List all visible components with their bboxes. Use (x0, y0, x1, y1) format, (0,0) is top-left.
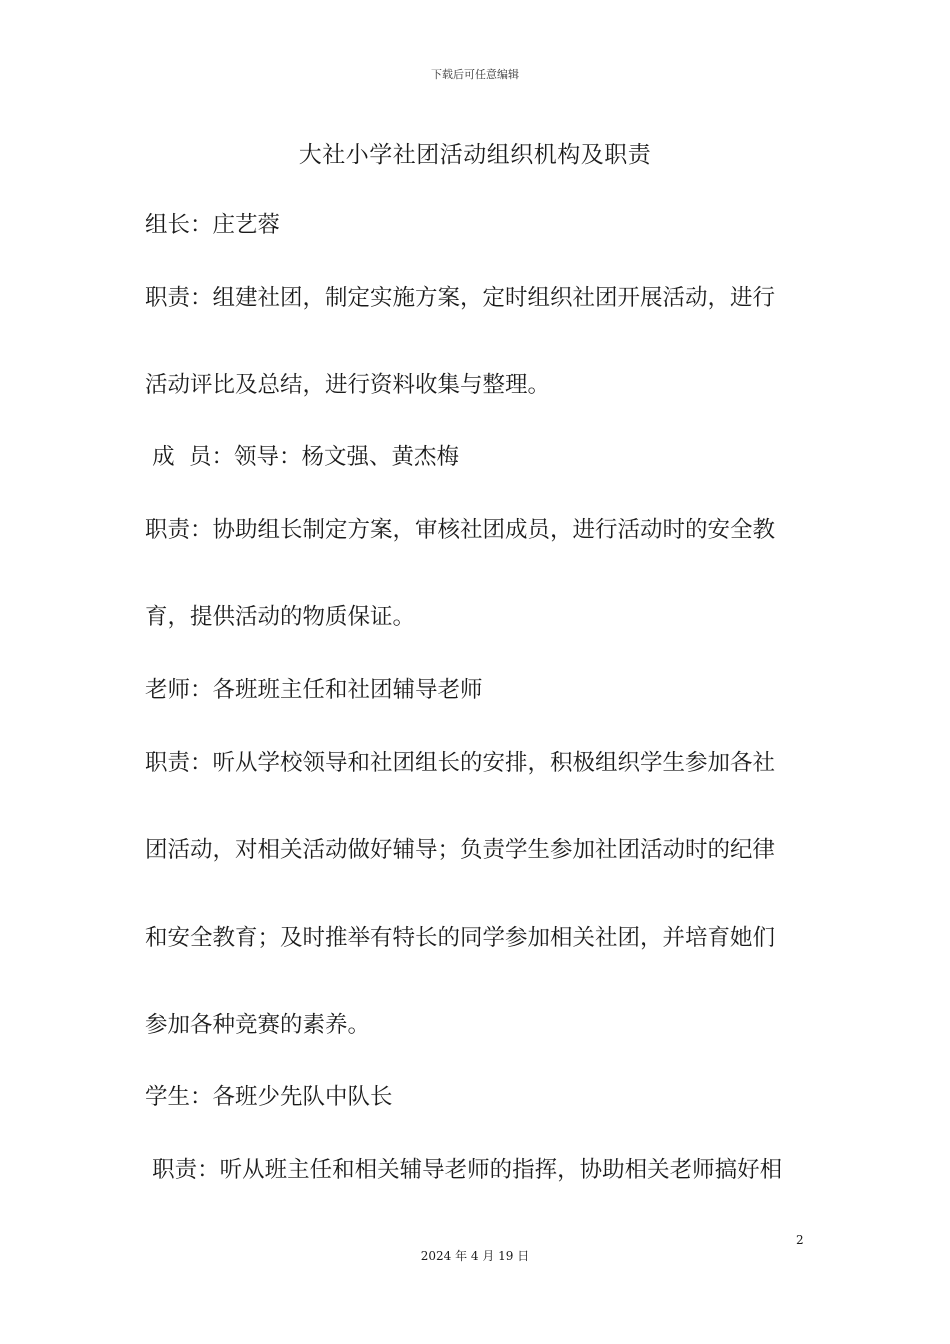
members-line: 成 员：领导：杨文强、黄杰梅 (145, 444, 459, 470)
leader-duty-line-1: 职责：组建社团，制定实施方案，定时组织社团开展活动，进行 (145, 285, 776, 311)
leader-line: 组长：庄艺蓉 (145, 212, 281, 238)
teachers-duty-line-1: 职责：听从学校领导和社团组长的安排，积极组织学生参加各社 (145, 750, 776, 776)
header-note: 下载后可任意编辑 (431, 68, 519, 81)
teachers-duty-line-4: 参加各种竞赛的素养。 (145, 1012, 371, 1038)
teachers-line: 老师：各班班主任和社团辅导老师 (145, 677, 483, 703)
footer-date: 2024 年 4 月 19 日 (420, 1249, 530, 1263)
teachers-duty-line-2: 团活动，对相关活动做好辅导；负责学生参加社团活动时的纪律 (145, 837, 776, 863)
members-duty-line-2: 育，提供活动的物质保证。 (145, 604, 416, 630)
document-title: 大社小学社团活动组织机构及职责 (298, 142, 652, 168)
teachers-duty-line-3: 和安全教育；及时推举有特长的同学参加相关社团，并培育她们 (145, 925, 776, 951)
page-number: 2 (796, 1233, 804, 1247)
leader-duty-line-2: 活动评比及总结，进行资料收集与整理。 (145, 372, 551, 398)
students-line: 学生：各班少先队中队长 (145, 1084, 393, 1110)
students-duty-line-1: 职责：听从班主任和相关辅导老师的指挥，协助相关老师搞好相 (145, 1157, 783, 1183)
members-duty-line-1: 职责：协助组长制定方案，审核社团成员，进行活动时的安全教 (145, 517, 776, 543)
